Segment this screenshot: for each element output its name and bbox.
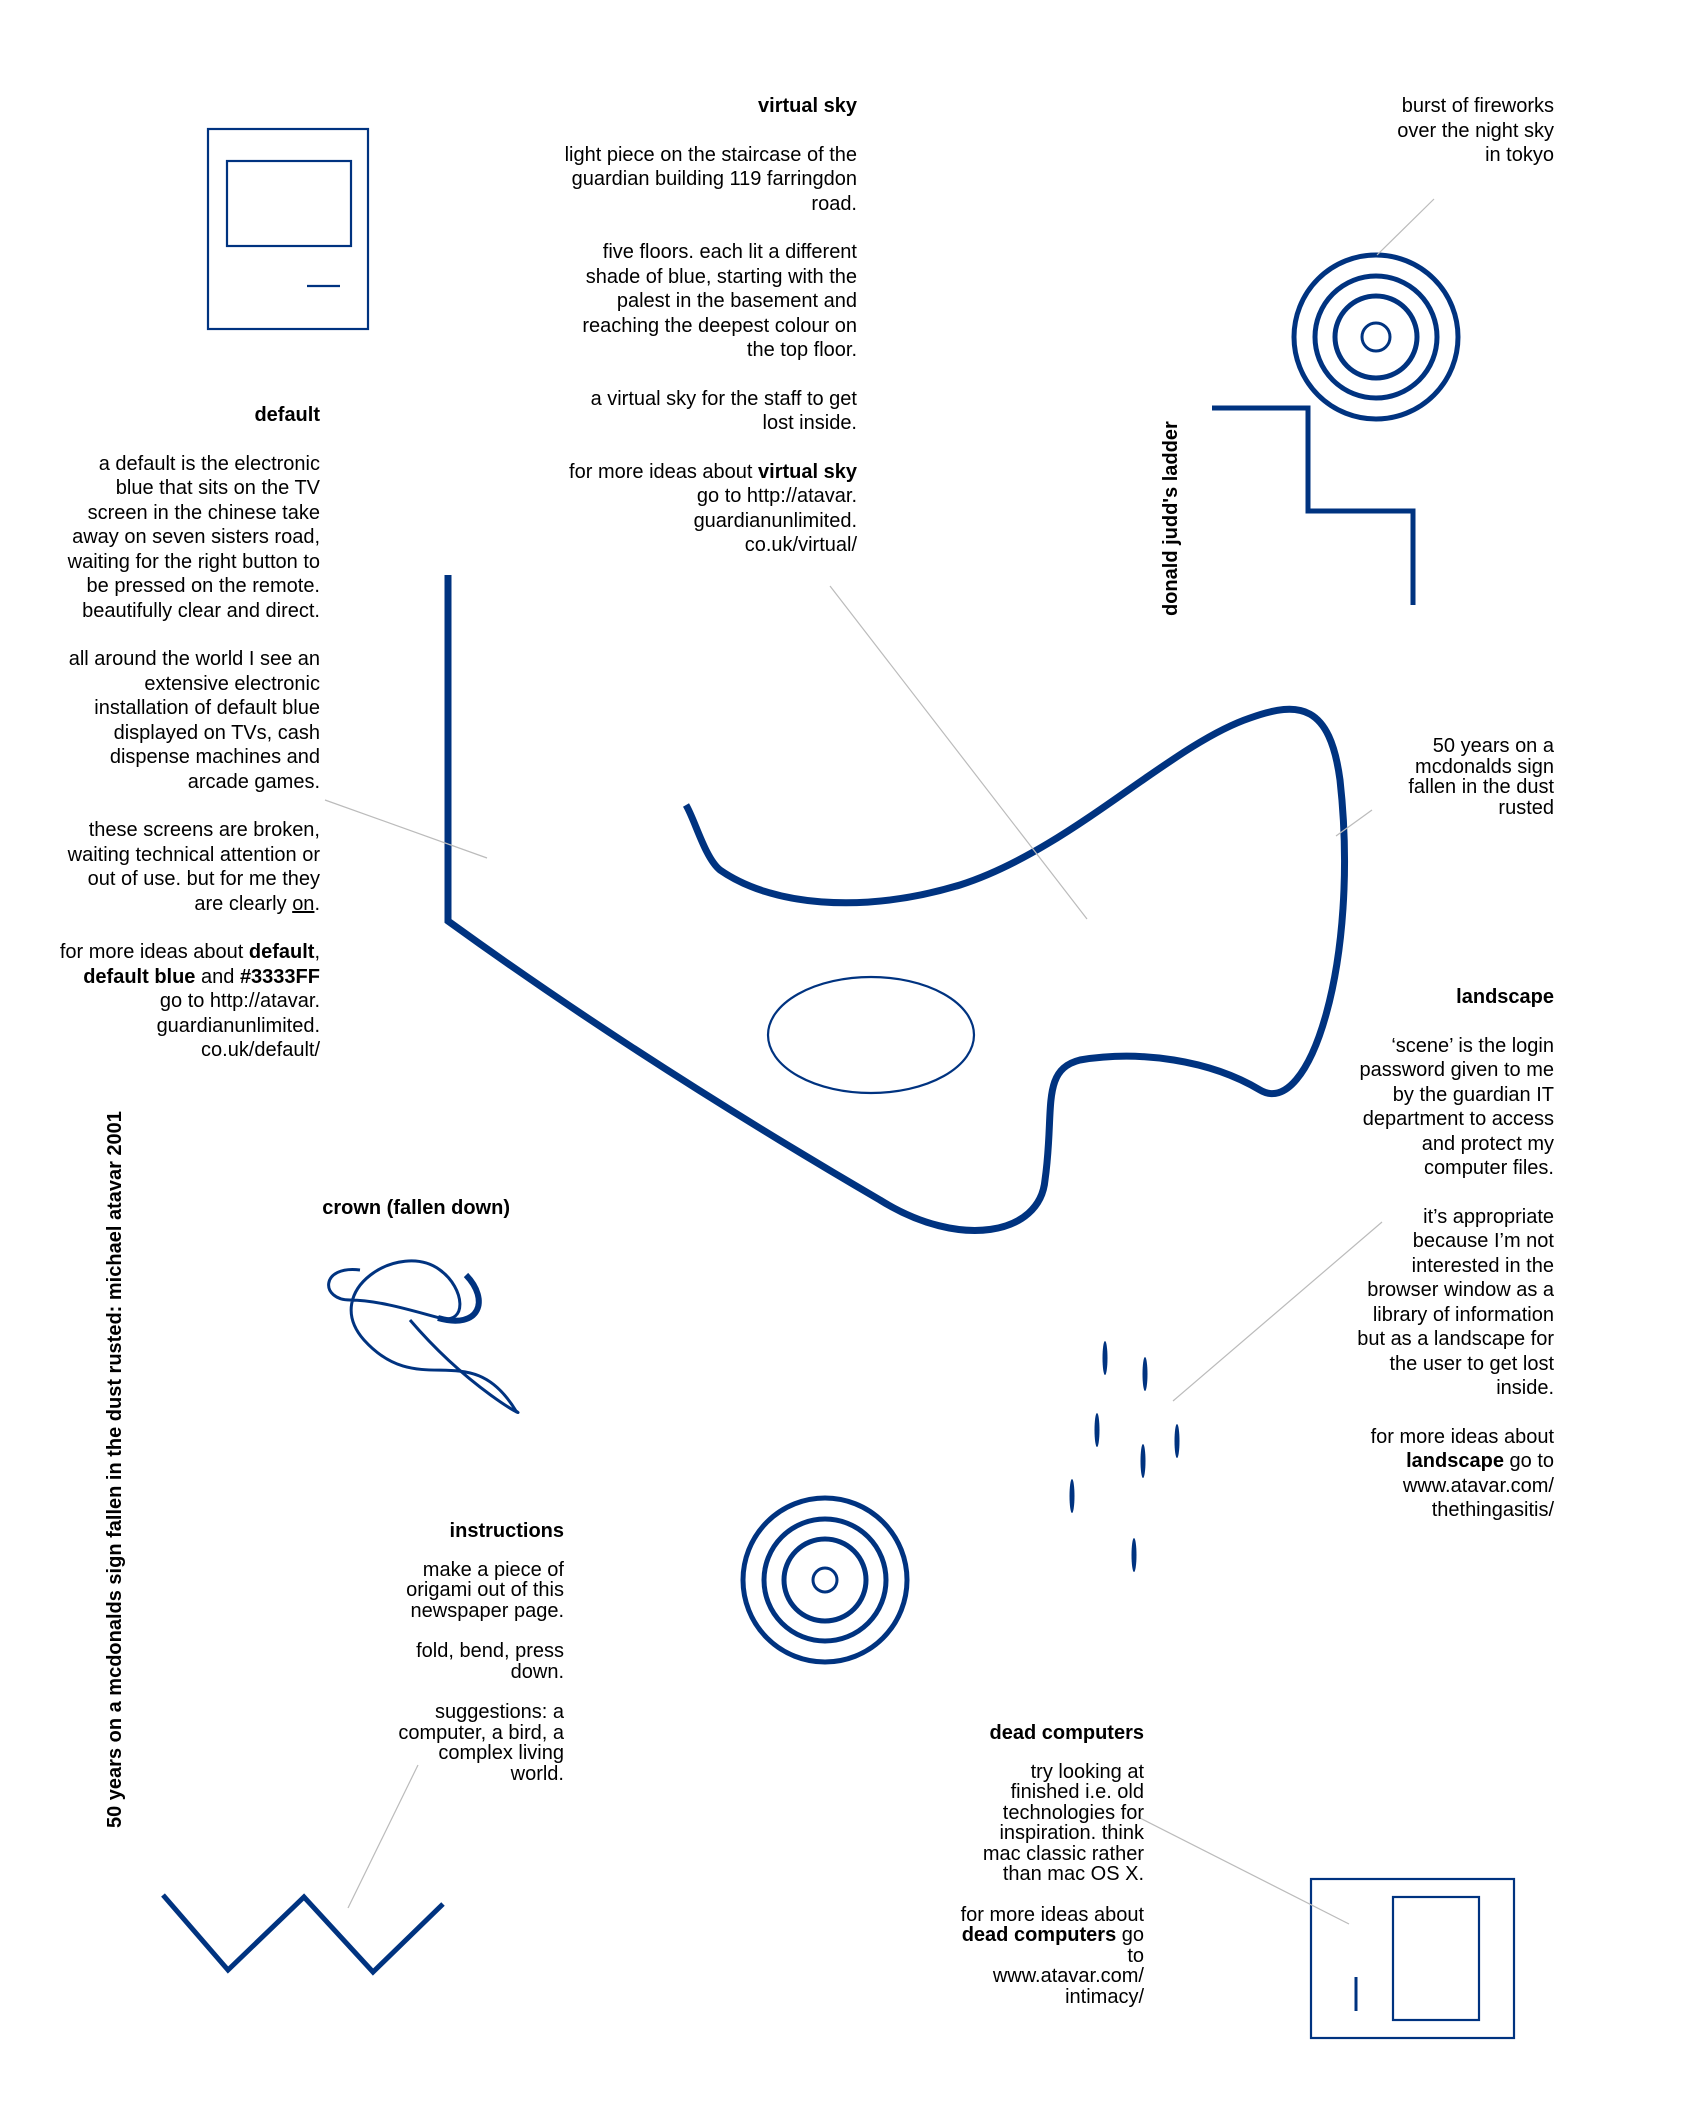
landscape-p1: ‘scene’ is the login password given to me by the guardian IT department to access and protect my computer files. xyxy=(1359,1034,1554,1179)
zigzag-bird-shape xyxy=(163,1895,443,1972)
mac-classic-computer-icon xyxy=(208,129,368,329)
landscape-section xyxy=(1346,985,1554,1523)
default-heading: default xyxy=(254,404,320,426)
fireworks-circles-icon xyxy=(1294,255,1458,419)
virtual-sky-p2: five floors. each lit a different shade of blue, starting with the palest in the basement and reaching the deepest colour on the top floor. xyxy=(582,241,857,361)
instructions-p2: fold, bend, press down. xyxy=(416,1640,564,1683)
landscape-rain-marks xyxy=(1070,1341,1180,1572)
judd-ladder-label: donald judd's ladder xyxy=(1160,421,1182,616)
landscape-p2: it’s appropriate because I’m not interested in the browser window as a library of information but as a landscape for the user to get lost inside. xyxy=(1357,1205,1554,1399)
default-p1: a default is the electronic blue that sits on the TV screen in the chinese take away on seven sisters road, waiting for the right button to be pressed on the remote. beautifully clear and direct. xyxy=(67,452,320,622)
landscape-link[interactable]: go to www.atavar.com/ thethingasitis/ xyxy=(1402,1450,1554,1521)
crown-heading: crown (fallen down) xyxy=(322,1197,510,1219)
crown-fallen-shape xyxy=(329,1261,518,1413)
dead-computers-p1: try looking at finished i.e. old technologies for inspiration. think mac classic rather than mac OS X. xyxy=(982,1760,1144,1885)
judd-ladder-shape xyxy=(1212,408,1413,605)
dead-computers-more: for more ideas about dead computers go to www.atavar.com/ intimacy/ xyxy=(960,1903,1144,2008)
mcdonalds-oval-shape xyxy=(768,977,974,1093)
virtual-sky-section xyxy=(560,94,857,558)
landscape-heading: landscape xyxy=(1456,986,1554,1008)
instructions-section xyxy=(392,1521,564,1784)
mcdonalds-fallen-sign-shape xyxy=(448,575,1345,1230)
default-more: for more ideas about default, default blue and #3333FF go to http://atavar. guardianunlimited. co.uk/default/ xyxy=(59,941,320,1061)
virtual-sky-link[interactable]: go to http://atavar. guardianunlimited. co.uk/virtual/ xyxy=(693,485,857,556)
dead-computers-link[interactable]: go to www.atavar.com/ intimacy/ xyxy=(992,1924,1144,2008)
default-section xyxy=(58,403,320,1063)
fireworks-caption: burst of fireworks over the night sky in tokyo xyxy=(1397,95,1554,166)
instructions-p1: make a piece of origami out of this newspaper page. xyxy=(406,1558,564,1622)
default-p2: all around the world I see an extensive electronic installation of default blue displayed on TVs, cash dispense machines and arcade games. xyxy=(68,648,320,793)
virtual-sky-p3: a virtual sky for the staff to get lost inside. xyxy=(590,387,857,434)
dead-computers-section xyxy=(960,1723,1144,2007)
virtual-sky-more: for more ideas about virtual sky go to http://atavar. guardianunlimited. co.uk/virtual/ xyxy=(569,460,857,556)
instructions-p3: suggestions: a computer, a bird, a complex living world. xyxy=(398,1701,564,1785)
virtual-sky-heading: virtual sky xyxy=(758,95,857,117)
mcdonalds-caption: 50 years on a mcdonalds sign fallen in the dust rusted xyxy=(1408,735,1554,819)
instructions-heading: instructions xyxy=(449,1520,564,1542)
dead-computer-icon xyxy=(1311,1879,1514,2038)
vertical-credit-caption: 50 years on a mcdonalds sign fallen in the dust rusted: michael atavar 2001 xyxy=(104,1111,126,1828)
default-p3: these screens are broken, waiting technical attention or out of use. but for me they are clearly on. xyxy=(67,819,320,915)
default-link[interactable]: go to http://atavar. guardianunlimited. co.uk/default/ xyxy=(156,990,320,1061)
target-circles-icon xyxy=(743,1498,907,1662)
virtual-sky-p1: light piece on the staircase of the guardian building 119 farringdon road. xyxy=(564,143,857,215)
crown-section xyxy=(300,1196,510,1245)
landscape-more: for more ideas about landscape go to www.atavar.com/ thethingasitis/ xyxy=(1370,1425,1554,1521)
dead-computers-heading: dead computers xyxy=(989,1722,1144,1744)
